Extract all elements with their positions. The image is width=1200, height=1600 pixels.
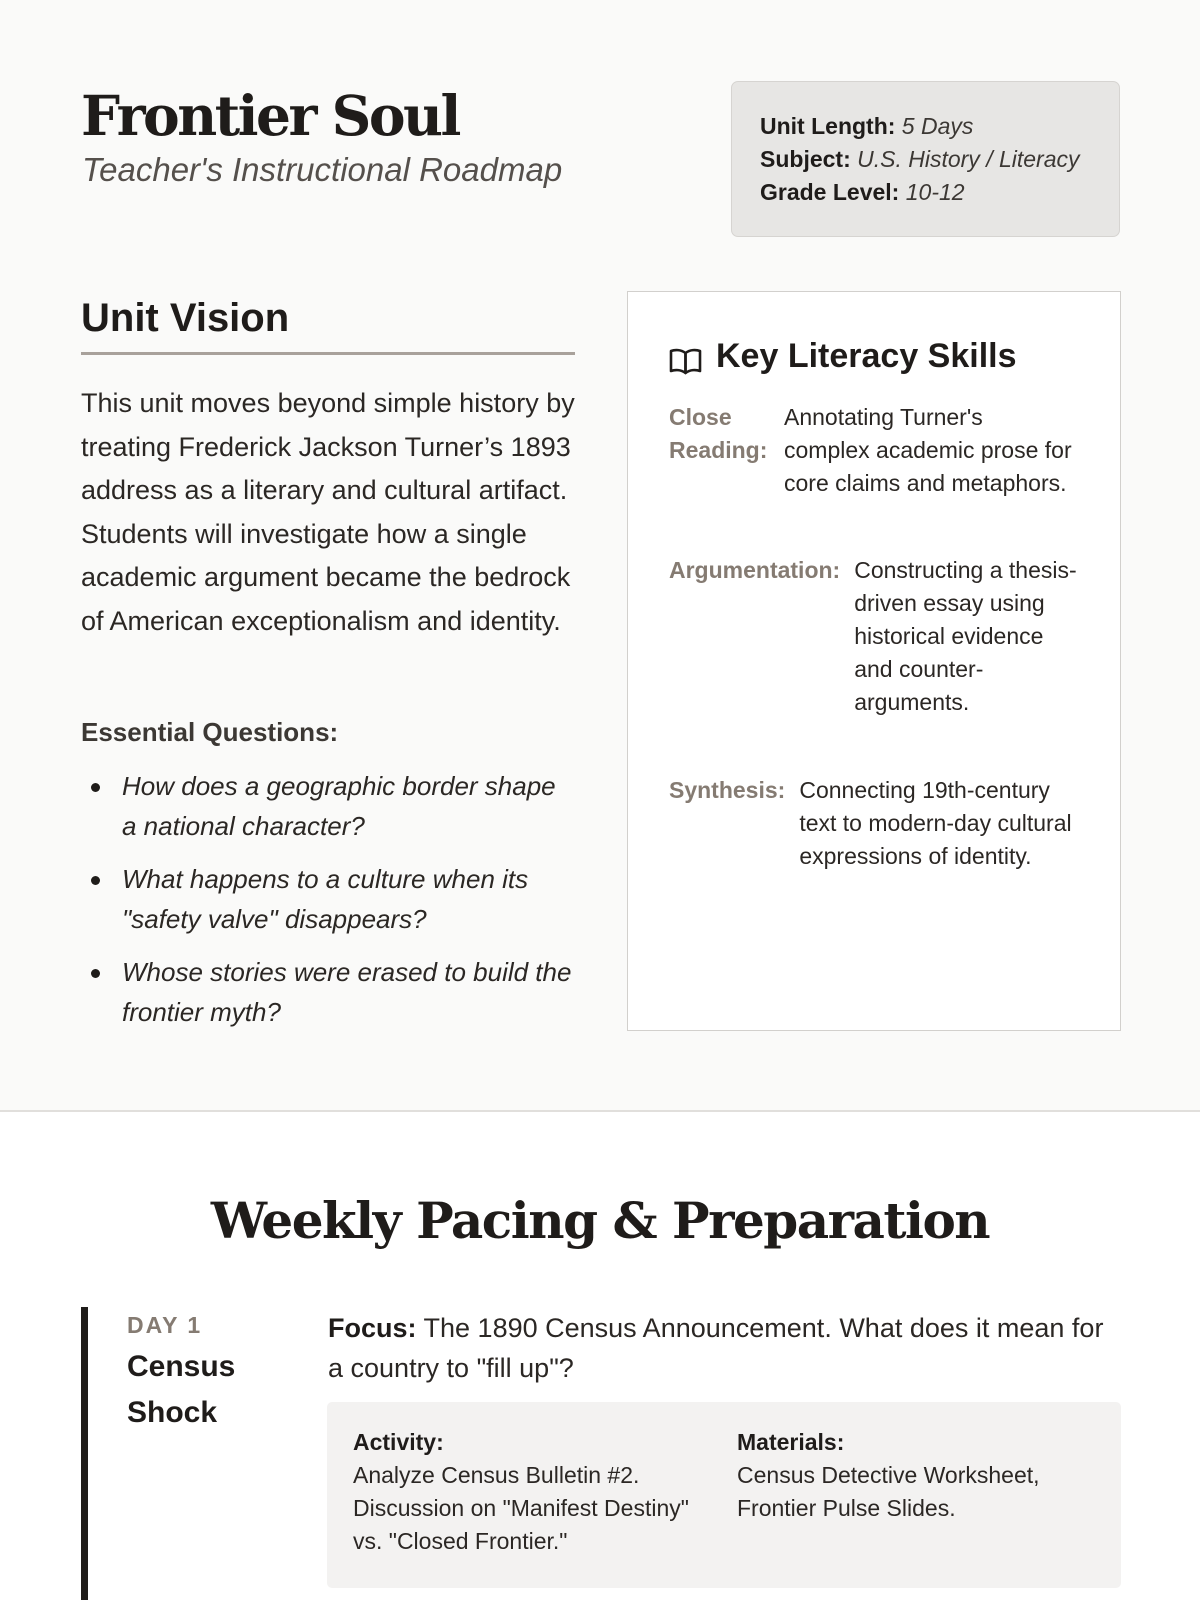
activity-text: Analyze Census Bulletin #2. Discussion on "Manifest Destiny" vs. "Closed Frontier." bbox=[353, 1462, 689, 1554]
skill-label: Synthesis: bbox=[669, 777, 786, 803]
meta-value: 10-12 bbox=[905, 179, 965, 205]
materials-column bbox=[737, 1426, 1097, 1525]
essential-questions-list bbox=[81, 766, 575, 1045]
activity-column bbox=[353, 1426, 723, 1558]
unit-vision-heading: Unit Vision bbox=[81, 292, 575, 355]
essential-question: How does a geographic border shape a national character? bbox=[81, 766, 575, 846]
skill-synthesis bbox=[669, 774, 1089, 873]
day-number: DAY 1 bbox=[127, 1312, 203, 1338]
skill-label: Close Reading: bbox=[669, 404, 768, 463]
skill-text: Constructing a thesis-driven essay using historical evidence and counter-arguments. bbox=[854, 557, 1077, 715]
key-literacy-skills-card bbox=[627, 291, 1121, 1031]
skill-text: Annotating Turner's complex academic prose for core claims and metaphors. bbox=[784, 404, 1072, 496]
day-focus bbox=[328, 1308, 1118, 1388]
focus-text: The 1890 Census Announcement. What does it mean for a country to "fill up"? bbox=[328, 1313, 1104, 1383]
unit-vision-paragraph: This unit moves beyond simple history by treating Frederick Jackson Turner’s 1893 address as a literary and cultural artifact. Students will investigate how a single academic argument became the bedrock of American exceptionalism and identity. bbox=[81, 388, 575, 636]
meta-subject bbox=[760, 143, 1119, 176]
meta-value: 5 Days bbox=[901, 113, 974, 139]
skill-text: Connecting 19th-century text to modern-day cultural expressions of identity. bbox=[799, 777, 1072, 869]
essential-question: What happens to a culture when its "safety valve" disappears? bbox=[81, 859, 575, 939]
book-icon bbox=[669, 342, 702, 370]
page-subtitle: Teacher's Instructional Roadmap bbox=[82, 151, 563, 188]
weekly-pacing-section bbox=[0, 1112, 1200, 1600]
meta-key: Subject: bbox=[760, 146, 851, 172]
meta-grade-level bbox=[760, 176, 1119, 209]
meta-key: Unit Length: bbox=[760, 113, 896, 139]
materials-text: Census Detective Worksheet, Frontier Pulse Slides. bbox=[737, 1462, 1040, 1521]
day-accent-bar bbox=[81, 1307, 88, 1600]
meta-unit-length bbox=[760, 110, 1119, 143]
activity-label: Activity: bbox=[353, 1429, 444, 1455]
focus-label: Focus: bbox=[328, 1313, 417, 1343]
unit-meta-box bbox=[731, 81, 1120, 237]
skill-close-reading bbox=[669, 401, 1089, 500]
meta-value: U.S. History / Literacy bbox=[857, 146, 1080, 172]
activity-materials-box bbox=[327, 1402, 1121, 1588]
day-title: Census Shock bbox=[127, 1350, 236, 1429]
essential-question: Whose stories were erased to build the frontier myth? bbox=[81, 952, 575, 1032]
pacing-heading: Weekly Pacing & Preparation bbox=[210, 1191, 990, 1250]
meta-key: Grade Level: bbox=[760, 179, 900, 205]
skill-argumentation bbox=[669, 554, 1089, 719]
skills-heading bbox=[669, 334, 1017, 378]
page-title: Frontier Soul bbox=[81, 83, 459, 148]
materials-label: Materials: bbox=[737, 1429, 845, 1455]
skills-heading-text: Key Literacy Skills bbox=[716, 337, 1017, 375]
essential-questions-heading: Essential Questions: bbox=[81, 717, 339, 747]
skill-label: Argumentation: bbox=[669, 557, 841, 583]
